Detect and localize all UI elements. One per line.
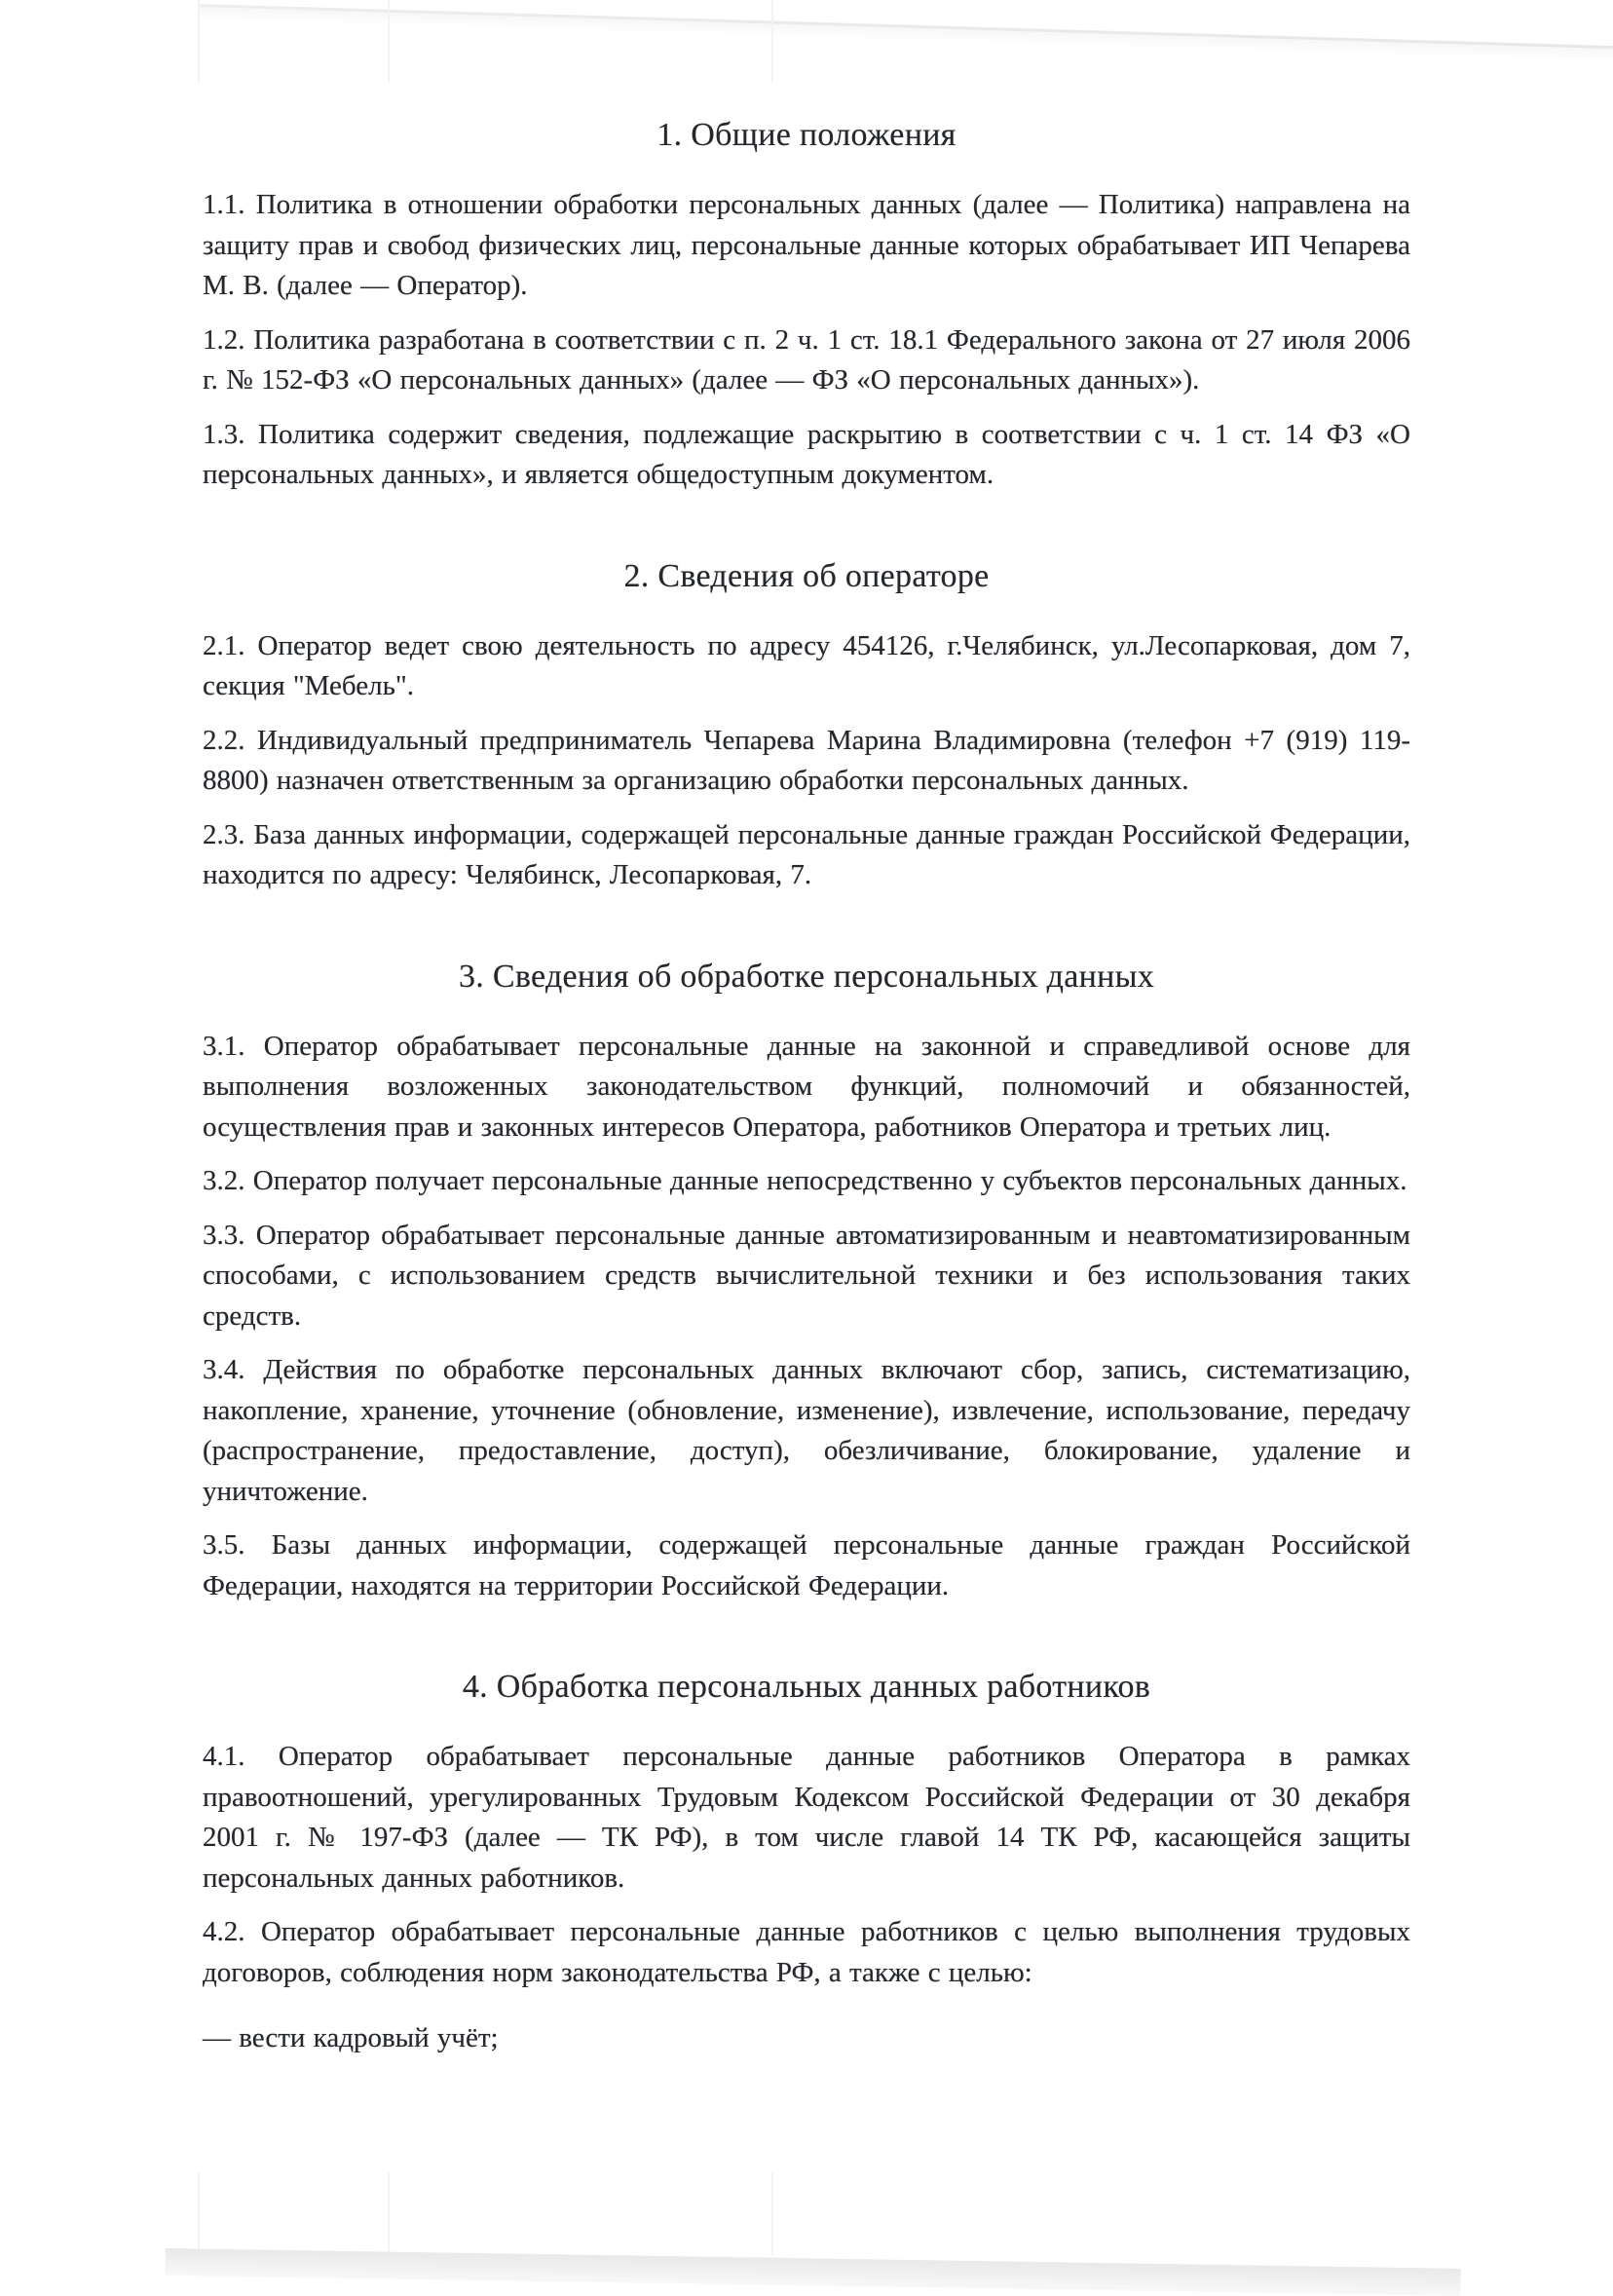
scan-fold-line xyxy=(198,0,200,83)
section-heading-employee-data: 4. Обработка персональных данных работников xyxy=(462,1669,1151,1705)
section-heading-processing-info: 3. Сведения об обработке персональных данных xyxy=(458,958,1155,995)
paragraph-3-5: 3.5. Базы данных информации, содержащей персональные данные граждан Российской Федерации, находятся на территории Российской Федерации. xyxy=(203,1529,1410,1601)
list-item-dash-hr-records: — вести кадровый учёт; xyxy=(203,2022,499,2053)
paragraph-1-1: 1.1. Политика в отношении обработки персональных данных (далее — Политика) направлена на защиту прав и свобод физических лиц, персональные данные которых обрабатывает ИП Чепарева М. В. (далее — Оператор). xyxy=(203,189,1410,301)
document-content xyxy=(203,115,1410,2073)
paragraph-4-2: 4.2. Оператор обрабатывает персональные данные работников с целью выполнения трудовых договоров, соблюдения норм законодательства РФ, а также с целью: xyxy=(203,1916,1410,1988)
paragraph-3-4: 3.4. Действия по обработке персональных данных включают сбор, запись, систематизацию, накопление, хранение, уточнение (обновление, изменение), извлечение, использование, передачу (распространение, предоставление, доступ), обезличивание, блокирование, удаление и уничтожение. xyxy=(203,1354,1410,1507)
scan-fold-line xyxy=(388,0,390,83)
scan-fold-line xyxy=(771,2172,773,2255)
scan-fold-line xyxy=(198,2172,200,2255)
scan-fold-line xyxy=(771,0,773,83)
paragraph-1-2: 1.2. Политика разработана в соответствии с п. 2 ч. 1 ст. 18.1 Федерального закона от 27 июля 2006 г. № 152-ФЗ «О персональных данных» (далее — ФЗ «О персональных данных»). xyxy=(203,323,1410,395)
paragraph-2-2: 2.2. Индивидуальный предприниматель Чепарева Марина Владимировна (телефон +7 (919) 119-8800) назначен ответственным за организацию обработки персональных данных. xyxy=(203,724,1410,796)
paragraph-3-1: 3.1. Оператор обрабатывает персональные данные на законной и справедливой основе для выполнения возложенных законодательством функций, полномочий и обязанностей, осуществления прав и законных интересов Оператора, работников Оператора и третьих лиц. xyxy=(203,1030,1410,1143)
paragraph-3-3: 3.3. Оператор обрабатывает персональные данные автоматизированным и неавтоматизированным способами, с использованием средств вычислительной техники и без использования таких средств. xyxy=(203,1219,1410,1332)
paragraph-1-3: 1.3. Политика содержит сведения, подлежащие раскрытию в соответствии с ч. 1 ст. 14 ФЗ «О персональных данных», и является общедоступным документом. xyxy=(203,418,1410,490)
paragraph-4-1: 4.1. Оператор обрабатывает персональные данные работников Оператора в рамках правоотношений, урегулированных Трудовым Кодексом Российской Федерации от 30 декабря 2001 г. № 197-ФЗ (далее — ТК РФ), в том числе главой 14 ТК РФ, касающейся защиты персональных данных работников. xyxy=(203,1741,1410,1894)
scan-fold-line xyxy=(388,2172,390,2255)
section-heading-general-provisions: 1. Общие положения xyxy=(656,117,957,153)
paragraph-2-1: 2.1. Оператор ведет свою деятельность по адресу 454126, г.Челябинск, ул.Лесопарковая, дом 7, секция "Мебель". xyxy=(203,629,1410,701)
section-heading-operator-info: 2. Сведения об операторе xyxy=(623,557,990,594)
scan-edge-band-bottom xyxy=(166,2248,1461,2296)
scan-edge-line-top xyxy=(200,4,1613,49)
paragraph-3-2: 3.2. Оператор получает персональные данные непосредственно у субъектов персональных данных. xyxy=(203,1165,1407,1196)
paragraph-2-3: 2.3. База данных информации, содержащей персональные данные граждан Российской Федерации, находится по адресу: Челябинск, Лесопарковая, 7. xyxy=(203,818,1410,890)
scan-edge-haze-top xyxy=(200,6,1613,61)
